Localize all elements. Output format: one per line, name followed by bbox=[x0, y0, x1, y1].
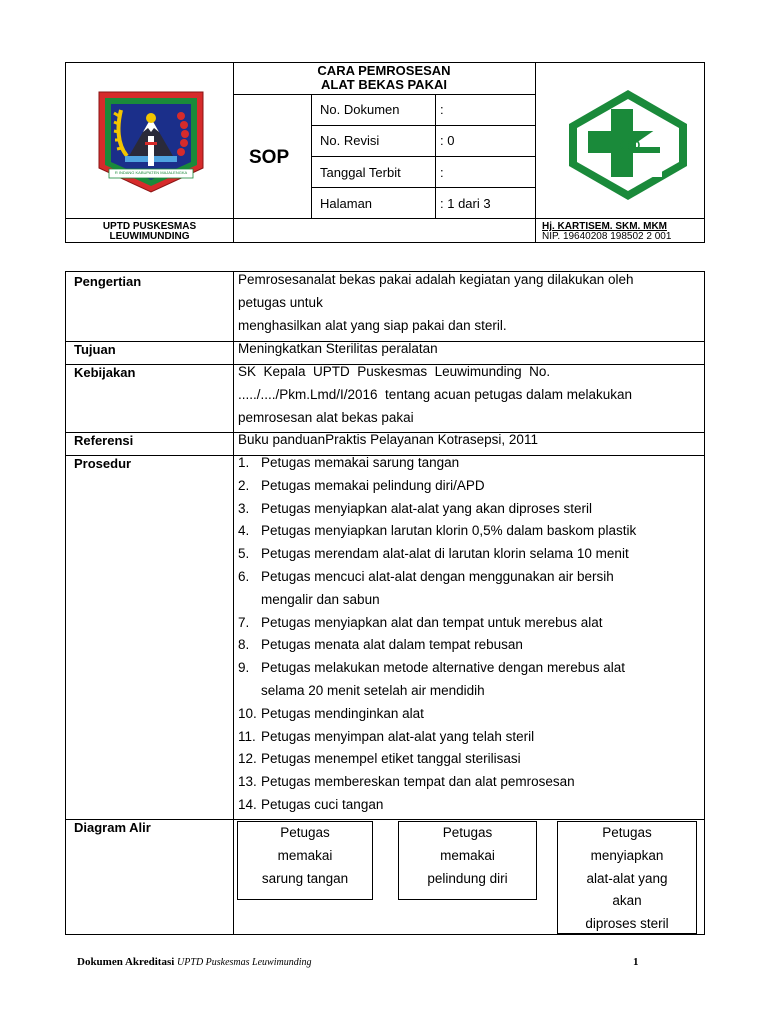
regency-emblem-motto: R INDANG KABUPATEN MAJALENGKA bbox=[114, 170, 188, 175]
step-text: Petugas melakukan metode alternative dengan merebus alat bbox=[261, 660, 625, 676]
procedure-step bbox=[238, 771, 700, 794]
flow-box-line: memakai bbox=[277, 847, 333, 863]
flow-box-3 bbox=[557, 821, 697, 934]
page-label: Halaman bbox=[320, 196, 373, 211]
label-kebijakan: Kebijakan bbox=[74, 365, 136, 380]
referensi-line: Buku panduanPraktis Pelayanan Kotrasepsi, 2011 bbox=[238, 432, 538, 447]
step-text: Petugas mendinginkan alat bbox=[261, 705, 424, 721]
org-name-line2: LEUWIMUNDING bbox=[109, 231, 190, 242]
footer-italic-org: UPTD Puskesmas Leuwimunding bbox=[177, 957, 312, 968]
step-number: 8. bbox=[238, 637, 250, 653]
step-text: Petugas cuci tangan bbox=[261, 796, 384, 812]
sop-title-line2: ALAT BEKAS PAKAI bbox=[321, 77, 447, 92]
procedure-step bbox=[238, 498, 700, 521]
revision-value: : 0 bbox=[440, 133, 455, 148]
signer-name: Hj. KARTISEM. SKM. MKM bbox=[542, 221, 667, 232]
step-text: Petugas menempel etiket tanggal sterilisasi bbox=[261, 751, 521, 767]
step-number: 9. bbox=[238, 660, 250, 676]
label-pengertian: Pengertian bbox=[74, 274, 142, 289]
step-text: Petugas menyiapkan alat dan tempat untuk merebus alat bbox=[261, 614, 603, 630]
issue-date-value: : bbox=[440, 165, 444, 180]
sop-label: SOP bbox=[249, 147, 290, 168]
doc-number-value: : bbox=[440, 102, 444, 117]
step-number: 4. bbox=[238, 523, 250, 539]
procedure-list bbox=[238, 452, 700, 817]
flow-box-1 bbox=[237, 821, 373, 900]
procedure-step bbox=[238, 475, 700, 498]
step-number: 3. bbox=[238, 500, 250, 516]
step-text: Petugas membereskan tempat dan alat pemrosesan bbox=[261, 774, 575, 790]
flow-box-line: alat-alat yang bbox=[586, 870, 668, 886]
signer-nip: NIP. 19640208 198502 2 001 bbox=[542, 231, 672, 242]
label-prosedur: Prosedur bbox=[74, 456, 132, 471]
step-text: Petugas menyiapkan larutan klorin 0,5% dalam baskom plastik bbox=[261, 523, 637, 539]
step-text: Petugas mencuci alat-alat dengan menggunakan air bersih bbox=[261, 568, 614, 584]
flow-box-line: menyiapkan bbox=[590, 847, 664, 863]
procedure-step bbox=[238, 726, 700, 749]
footer-page-number: 1 bbox=[633, 956, 639, 968]
procedure-step bbox=[238, 634, 700, 657]
flow-box-line: diproses steril bbox=[585, 916, 669, 932]
pengertian-line: Pemrosesanalat bekas pakai adalah kegiatan yang dilakukan oleh bbox=[238, 272, 634, 287]
step-number: 12. bbox=[238, 751, 257, 767]
flow-box-line: Petugas bbox=[280, 825, 330, 840]
step-number: 13. bbox=[238, 774, 257, 790]
procedure-step bbox=[238, 657, 700, 703]
label-referensi: Referensi bbox=[74, 433, 134, 448]
step-text: Petugas menyiapkan alat-alat yang akan diproses steril bbox=[261, 500, 592, 516]
step-text: mengalir dan sabun bbox=[261, 591, 380, 607]
page-value: : 1 dari 3 bbox=[440, 196, 491, 211]
pengertian-line: petugas untuk bbox=[238, 294, 323, 310]
kebijakan-text bbox=[238, 361, 700, 429]
flow-box-line: Petugas bbox=[602, 825, 652, 840]
step-number: 6. bbox=[238, 568, 250, 584]
procedure-step bbox=[238, 520, 700, 543]
procedure-step bbox=[238, 566, 700, 612]
label-tujuan: Tujuan bbox=[74, 342, 116, 357]
sop-header-table bbox=[65, 62, 705, 243]
step-text: Petugas menata alat dalam tempat rebusan bbox=[261, 637, 523, 653]
doc-number-label: No. Dokumen bbox=[320, 102, 400, 117]
footer-label: Dokumen Akreditasi bbox=[77, 956, 175, 968]
step-number: 1. bbox=[238, 455, 250, 470]
tujuan-line: Meningkatkan Sterilitas peralatan bbox=[238, 341, 438, 356]
kebijakan-line: ...../..../Pkm.Lmd/I/2016 tentang acuan petugas dalam melakukan bbox=[238, 386, 632, 402]
puskesmas-logo-icon bbox=[566, 87, 690, 203]
kebijakan-line: pemrosesan alat bekas pakai bbox=[238, 409, 414, 425]
step-number: 10. bbox=[238, 705, 257, 721]
flow-box-line: sarung tangan bbox=[261, 870, 349, 886]
sop-body-table bbox=[65, 271, 705, 935]
flow-box-line: memakai bbox=[440, 847, 495, 863]
tujuan-text bbox=[238, 338, 700, 361]
procedure-step bbox=[238, 543, 700, 566]
label-diagram-alir: Diagram Alir bbox=[74, 820, 151, 835]
procedure-step bbox=[238, 612, 700, 635]
procedure-step bbox=[238, 794, 700, 817]
revision-label: No. Revisi bbox=[320, 133, 380, 148]
step-number: 11. bbox=[238, 728, 256, 744]
flow-box-line: pelindung diri bbox=[427, 870, 508, 886]
step-number: 14. bbox=[238, 796, 257, 812]
pengertian-line: menghasilkan alat yang siap pakai dan steril. bbox=[238, 317, 507, 333]
flow-box-2 bbox=[398, 821, 537, 900]
step-number: 5. bbox=[238, 546, 250, 562]
issue-date-label: Tanggal Terbit bbox=[320, 165, 401, 180]
footer-document-label bbox=[77, 956, 312, 968]
flow-box-line: Petugas bbox=[442, 825, 493, 840]
referensi-text bbox=[238, 429, 700, 452]
step-number: 7. bbox=[238, 614, 250, 630]
procedure-step bbox=[238, 452, 700, 475]
step-text: Petugas merendam alat-alat di larutan klorin selama 10 menit bbox=[261, 546, 629, 562]
kebijakan-line: SK Kepala UPTD Puskesmas Leuwimunding No. bbox=[238, 364, 551, 379]
step-text: Petugas menyimpan alat-alat yang telah steril bbox=[261, 728, 535, 744]
flow-box-line: akan bbox=[612, 893, 642, 909]
pengertian-text bbox=[238, 269, 700, 337]
procedure-step bbox=[238, 703, 700, 726]
sop-title-line1: CARA PEMROSESAN bbox=[317, 63, 451, 78]
procedure-step bbox=[238, 748, 700, 771]
regency-emblem-icon bbox=[95, 86, 207, 196]
step-text: selama 20 menit setelah air mendidih bbox=[261, 682, 485, 698]
step-text: Petugas memakai sarung tangan bbox=[261, 455, 460, 470]
org-name-line1: UPTD PUSKESMAS bbox=[102, 221, 197, 232]
step-text: Petugas memakai pelindung diri/APD bbox=[261, 477, 485, 493]
step-number: 2. bbox=[238, 477, 250, 493]
